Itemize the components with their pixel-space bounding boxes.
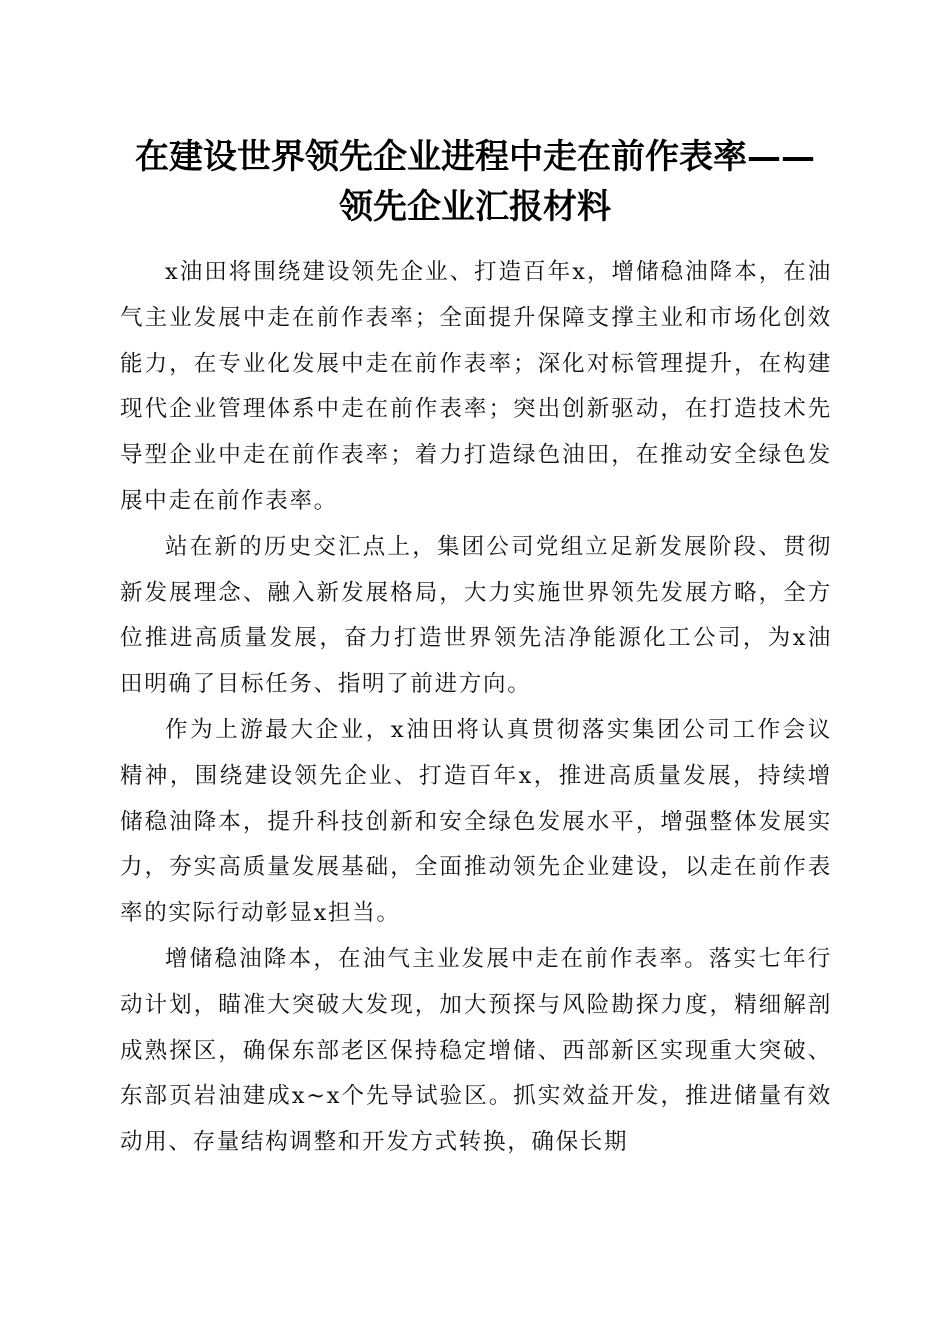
paragraph-1: x油田将围绕建设领先企业、打造百年x，增储稳油降本，在油气主业发展中走在前作表率；全面提升保障支撑主业和市场化创效能力，在专业化发展中走在前作表率；深化对标管理提升，在构建现代企业管理体系中走在前作表率；突出创新驱动，在打造技术先导型企业中走在前作表率；着力打造绿色油田，在推动安全绿色发展中走在前作表率。	[120, 259, 832, 514]
title-line-2: 领先企业汇报材料	[339, 187, 611, 227]
paragraph-3: 作为上游最大企业，x油田将认真贯彻落实集团公司工作会议精神，围绕建设领先企业、打造百年x，推进高质量发展，持续增储稳油降本，提升科技创新和安全绿色发展水平，增强整体发展实力，夯实高质量发展基础，全面推动领先企业建设，以走在前作表率的实际行动彰显x担当。	[120, 716, 832, 927]
document-title	[80, 132, 870, 232]
paragraph-4: 增储稳油降本，在油气主业发展中走在前作表率。落实七年行动计划，瞄准大突破大发现，加大预探与风险勘探力度，精细解剖成熟探区，确保东部老区保持稳定增储、西部新区实现重大突破、东部页岩油建成x~x个先导试验区。抓实效益开发，推进储量有效动用、存量结构调整和开发方式转换，确保长期	[120, 945, 832, 1156]
paragraph-2: 站在新的历史交汇点上，集团公司党组立足新发展阶段、贯彻新发展理念、融入新发展格局，大力实施世界领先发展方略，全方位推进高质量发展，奋力打造世界领先洁净能源化工公司，为x油田明确了目标任务、指明了前进方向。	[120, 533, 832, 698]
document-body	[120, 250, 832, 1166]
title-line-1: 在建设世界领先企业进程中走在前作表率——	[135, 137, 815, 177]
